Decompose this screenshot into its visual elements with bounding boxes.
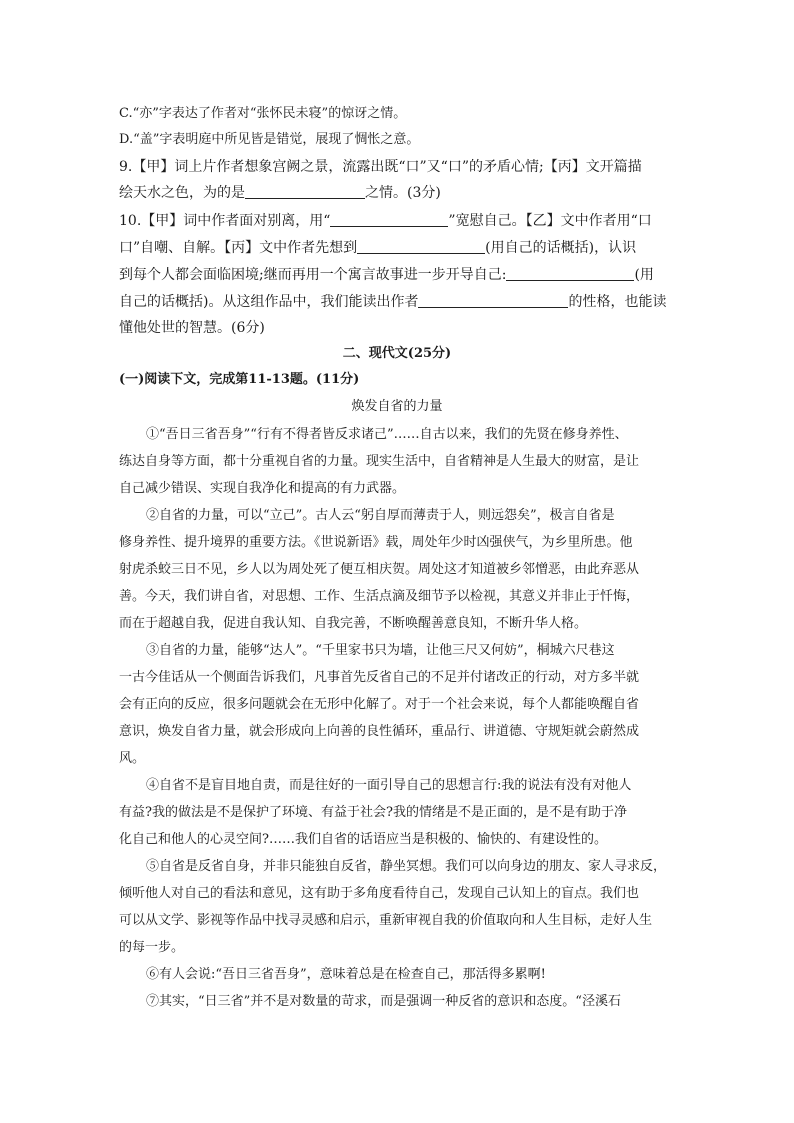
question-10-text-a: 10.【甲】词中作者面对别离，用“ (119, 213, 331, 229)
question-10-text-e: 到每个人都会面临困境;继而再用一个寓言故事进一步开导自己: (119, 267, 507, 283)
paragraph-line: ⑤自省是反省自身，并非只能独自反省，静坐冥想。我们可以向身边的朋友、家人寻求反， (146, 859, 667, 874)
paragraph-line: ⑥有人会说:“吾日三省吾身”，意味着总是在检查自己，那活得多累啊! (146, 967, 546, 982)
paragraph-line: 倾听他人对自己的看法和意见，这有助于多角度看待自己，发现自己认知上的盲点。我们也 (119, 886, 640, 901)
paragraph-line: 善。今天，我们讲自省，对思想、工作、生活点滴及细节予以检视，其意义并非止于忏悔， (119, 589, 640, 604)
question-10-text-d: (用自己的话概括)，认识 (485, 240, 637, 256)
paragraph-line: 会有正向的反应，很多问题就会在无形中化解了。对于一个社会来说，每个人都能唤醒自省 (119, 697, 640, 712)
paragraph-line: 意识，焕发自省力量，就会形成向上向善的良性循环，重品行、讲道德、守规矩就会蔚然成 (119, 724, 640, 739)
paragraph-line: ③自省的力量，能够“达人”。“千里家书只为墙，让他三尺又何妨”，桐城六尺巷这 (146, 643, 615, 658)
question-10-text-g: 自己的话概括)。从这组作品中，我们能读出作者 (119, 294, 419, 310)
question-9-line-1: 9.【甲】词上片作者想象宫阙之景，流露出既“口”又“口”的矛盾心情;【丙】文开篇描 (119, 159, 642, 175)
paragraph-line: 练达自身等方面，都十分重视自省的力量。现实生活中，自省精神是人生最大的财富，是让 (119, 454, 640, 469)
question-10-text-h: 的性格，也能读 (568, 294, 667, 310)
paragraph-line: 化自己和他人的心灵空间?……我们自省的话语应当是积极的、愉快的、有建设性的。 (119, 832, 607, 847)
paragraph-line: 射虎杀蛟三日不见，乡人以为周处死了便互相庆贺。周处这才知道被乡邻憎恶，由此弃恶从 (119, 562, 640, 577)
paragraph-line: ①“吾日三省吾身”“行有不得者皆反求诸己”……自古以来，我们的先贤在修身养性、 (146, 427, 628, 442)
paragraph-line: ②自省的力量，可以“立己”。古人云“躬自厚而薄责于人，则远怨矣”，极言自省是 (146, 508, 615, 523)
paragraph-line: 修身养性、提升境界的重要方法。《世说新语》载，周处年少时凶强侠气，为乡里所患。他 (119, 535, 633, 550)
paragraph-line: 一古今佳话从一个侧面告诉我们，凡事首先反省自己的不足并付诸改正的行动，对方多半就 (119, 670, 640, 685)
answer-blank[interactable] (418, 294, 568, 308)
subsection-title: (一)阅读下文，完成第11-13题。(11分) (119, 372, 360, 387)
question-9-text-b: 之情。(3分) (365, 185, 441, 201)
question-9-line-2 (119, 183, 441, 203)
question-10-text-b: ”宽慰自己。【乙】文中作者用“口 (448, 213, 652, 229)
paragraph-line: ④自省不是盲目地自责，而是往好的一面引导自己的思想言行:我的说法有没有对他人 (146, 778, 632, 793)
question-10-line-3 (119, 265, 654, 285)
paragraph-line: 的每一步。 (119, 940, 185, 955)
question-10-line-4 (119, 292, 666, 312)
section-title: 二、现代文(25分) (342, 346, 452, 361)
article-title: 焕发自省的力量 (351, 399, 443, 414)
paragraph-line: 风。 (119, 751, 146, 766)
paragraph-line: 而在于超越自我，促进自我认知、自我完善，不断唤醒善意良知，不断升华人格。 (119, 616, 588, 631)
question-10-text-f: (用 (634, 267, 654, 283)
option-c: C.“亦”字表达了作者对“张怀民未寝”的惊讶之情。 (119, 106, 407, 121)
answer-blank[interactable] (245, 185, 365, 199)
paragraph-line: 有益?我的做法是不是保护了环境、有益于社会?我的情绪是不是正面的，是不是有助于净 (119, 805, 627, 820)
question-9-text-a: 绘天水之色，为的是 (119, 185, 245, 201)
answer-blank[interactable] (506, 267, 634, 281)
paragraph-line: ⑦其实，“日三省”并不是对数量的苛求，而是强调一种反省的意识和态度。“泾溪石 (146, 994, 621, 1009)
answer-blank[interactable] (330, 213, 448, 227)
paragraph-line: 自己减少错误、实现自我净化和提高的有力武器。 (119, 481, 406, 496)
paragraph-line: 可以从文学、影视等作品中找寻灵感和启示，重新审视自我的价值取向和人生目标，走好人生 (119, 913, 653, 928)
question-10-line-5: 懂他处世的智慧。(6分) (119, 320, 265, 336)
question-10-line-2 (119, 238, 636, 258)
option-d: D.“盖”字表明庭中所见皆是错觉，展现了惆怅之意。 (119, 132, 420, 147)
question-10-text-c: 口”自嘲、自解。【丙】文中作者先想到 (119, 240, 358, 256)
question-10-line-1 (119, 211, 652, 231)
answer-blank[interactable] (357, 240, 485, 254)
